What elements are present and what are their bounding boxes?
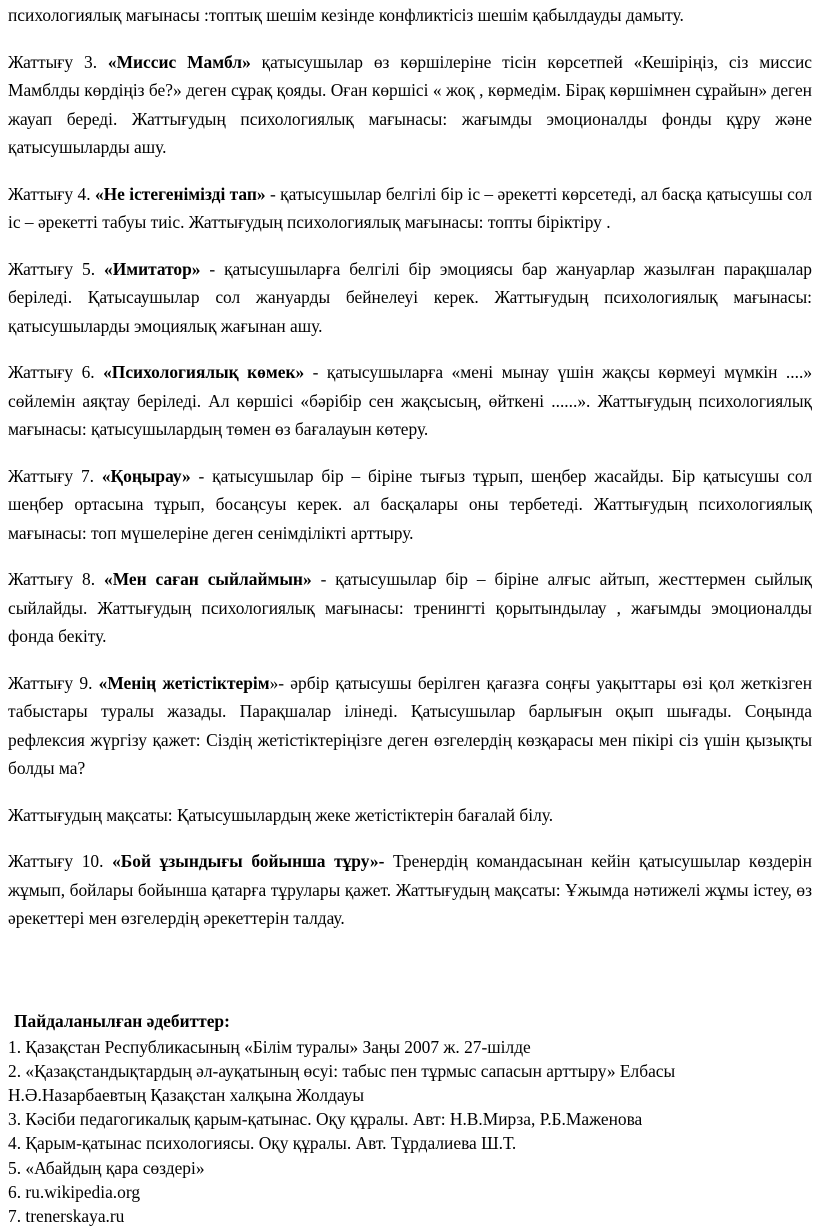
exercise-description: - қатысушыларға белгілі бір эмоциясы бар жануарлар жазылған парақшалар беріледі. Қатысаушылар сол жануарды бейнелеуі керек. Жаттығудың психологиялық мағынасы: қатысушыларды эмоциялық жағынан ашу. [8, 259, 812, 336]
reference-item: 1. Қазақстан Республикасының «Білім туралы» Заңы 2007 ж. 27-шілде [8, 1035, 812, 1059]
paragraph-text: психологиялық мағынасы :топтық шешім кезінде конфликтісіз шешім қабылдауды дамыту. [8, 5, 684, 25]
exercise-3 [8, 48, 812, 162]
paragraph-text: Жаттығудың мақсаты: Қатысушылардың жеке жетістіктерін бағалай білу. [8, 805, 553, 825]
exercise-title: «Мен саған сыйлаймын» [104, 569, 312, 589]
exercise-9 [8, 669, 812, 783]
exercise-5 [8, 255, 812, 341]
exercise-title: «Психологиялық көмек» [103, 362, 304, 382]
exercise-6 [8, 358, 812, 444]
exercise-description: - қатысушыларға «мені мынау үшін жақсы көрмеуі мүмкін ....» сөйлемін аяқтау беріледі. Ал көршісі «бәрібір сен жақсысың, өйткені ......». Жаттығудың психологиялық мағынасы: қатысушылардың төмен өз бағалауын көтеру. [8, 362, 812, 439]
reference-item: 7. trenerskaya.ru [8, 1204, 812, 1228]
exercise-title: «Менің жетістіктерім [99, 673, 270, 693]
exercise-description: »- әрбір қатысушы берілген қағазға соңғы уақыттары өзі қол жеткізген табыстары туралы жазады. Парақшалар ілінеді. Қатысушылар барлығын оқып шығады. Соңында рефлексия жүргізу қажет: Сіздің жетістіктеріңізге деген өзгелердің көзқарасы мен пікірі сіз үшін қызықты болды ма? [8, 673, 812, 779]
reference-item: 4. Қарым-қатынас психологиясы. Оқу құралы. Авт. Тұрдалиева Ш.Т. [8, 1131, 812, 1155]
exercise-7 [8, 462, 812, 548]
exercise-description: Тренердің командасынан кейін қатысушылар көздерін жұмып, бойлары бойынша қатарға тұрулары қажет. Жаттығудың мақсаты: Ұжымда нәтижелі жұмы істеу, өз әрекеттері мен өзгелердің әрекеттерін талдау. [8, 851, 812, 928]
exercise-description: қатысушылар өз көршілеріне тісін көрсетпей «Кешіріңіз, сіз миссис Мамблды көрдіңіз бе?» деген сұрақ қояды. Оған көршісі « жоқ , көрмедім. Бірақ көршімнен сұрайын» деген жауап береді. Жаттығудың психологиялық мағынасы: жағымды эмоционалды фонды құру және қатысушыларды ашу. [8, 52, 812, 158]
exercise-title: «Бой ұзындығы бойынша тұру»- [112, 851, 384, 871]
document-page [8, 0, 812, 1228]
exercise-number: Жаттығу 7. [8, 466, 102, 486]
exercise-description: - қатысушылар бір – біріне тығыз тұрып, шеңбер жасайды. Бір қатысушы сол шеңбер ортасына тұрып, босаңсуы керек. ал басқалары оны тербетеді. Жаттығудың психологиялық мағынасы: топ мүшелеріне деген сенімділікті арттыру. [8, 466, 812, 543]
exercise-9-goal [8, 801, 812, 830]
exercise-title: «Миссис Мамбл» [108, 52, 251, 72]
exercise-number: Жаттығу 10. [8, 851, 112, 871]
exercise-10 [8, 847, 812, 933]
exercise-number: Жаттығу 4. [8, 184, 95, 204]
reference-item: 2. «Қазақстандықтардың әл-ауқатының өсуі: табыс пен тұрмыс сапасын арттыру» Елбасы Н.Ә.Назарбаевтың Қазақстан халқына Жолдауы [8, 1059, 812, 1107]
references-list [8, 1035, 812, 1228]
reference-item: 3. Кәсіби педагогикалық қарым-қатынас. Оқу құралы. Авт: Н.В.Мирза, Р.Б.Маженова [8, 1107, 812, 1131]
exercise-number: Жаттығу 8. [8, 569, 104, 589]
exercise-number: Жаттығу 6. [8, 362, 103, 382]
exercise-description: - қатысушылар бір – біріне алғыс айтып, жесттермен сыйлық сыйлайды. Жаттығудың психологиялық мағынасы: тренингті қорытындылау , жағымды эмоционалды фонда бекіту. [8, 569, 812, 646]
exercise-4 [8, 180, 812, 237]
exercise-8 [8, 565, 812, 651]
reference-item: 6. ru.wikipedia.org [8, 1180, 812, 1204]
exercise-title: «Қоңырау» [102, 466, 191, 486]
exercise-number: Жаттығу 3. [8, 52, 108, 72]
exercise-number: Жаттығу 9. [8, 673, 99, 693]
reference-item: 5. «Абайдың қара сөздері» [8, 1156, 812, 1180]
exercise-description: - қатысушылар белгілі бір іс – әрекетті көрсетеді, ал басқа қатысушы сол іс – әрекетті табуы тиіс. Жаттығудың психологиялық мағынасы: топты біріктіру . [8, 184, 812, 233]
exercise-title: «Имитатор» [104, 259, 200, 279]
exercise-number: Жаттығу 5. [8, 259, 104, 279]
references-heading: Пайдаланылған әдебиттер: [14, 1009, 812, 1033]
exercise-title: «Не істегенімізді тап» [95, 184, 266, 204]
paragraph-intro [8, 1, 812, 30]
